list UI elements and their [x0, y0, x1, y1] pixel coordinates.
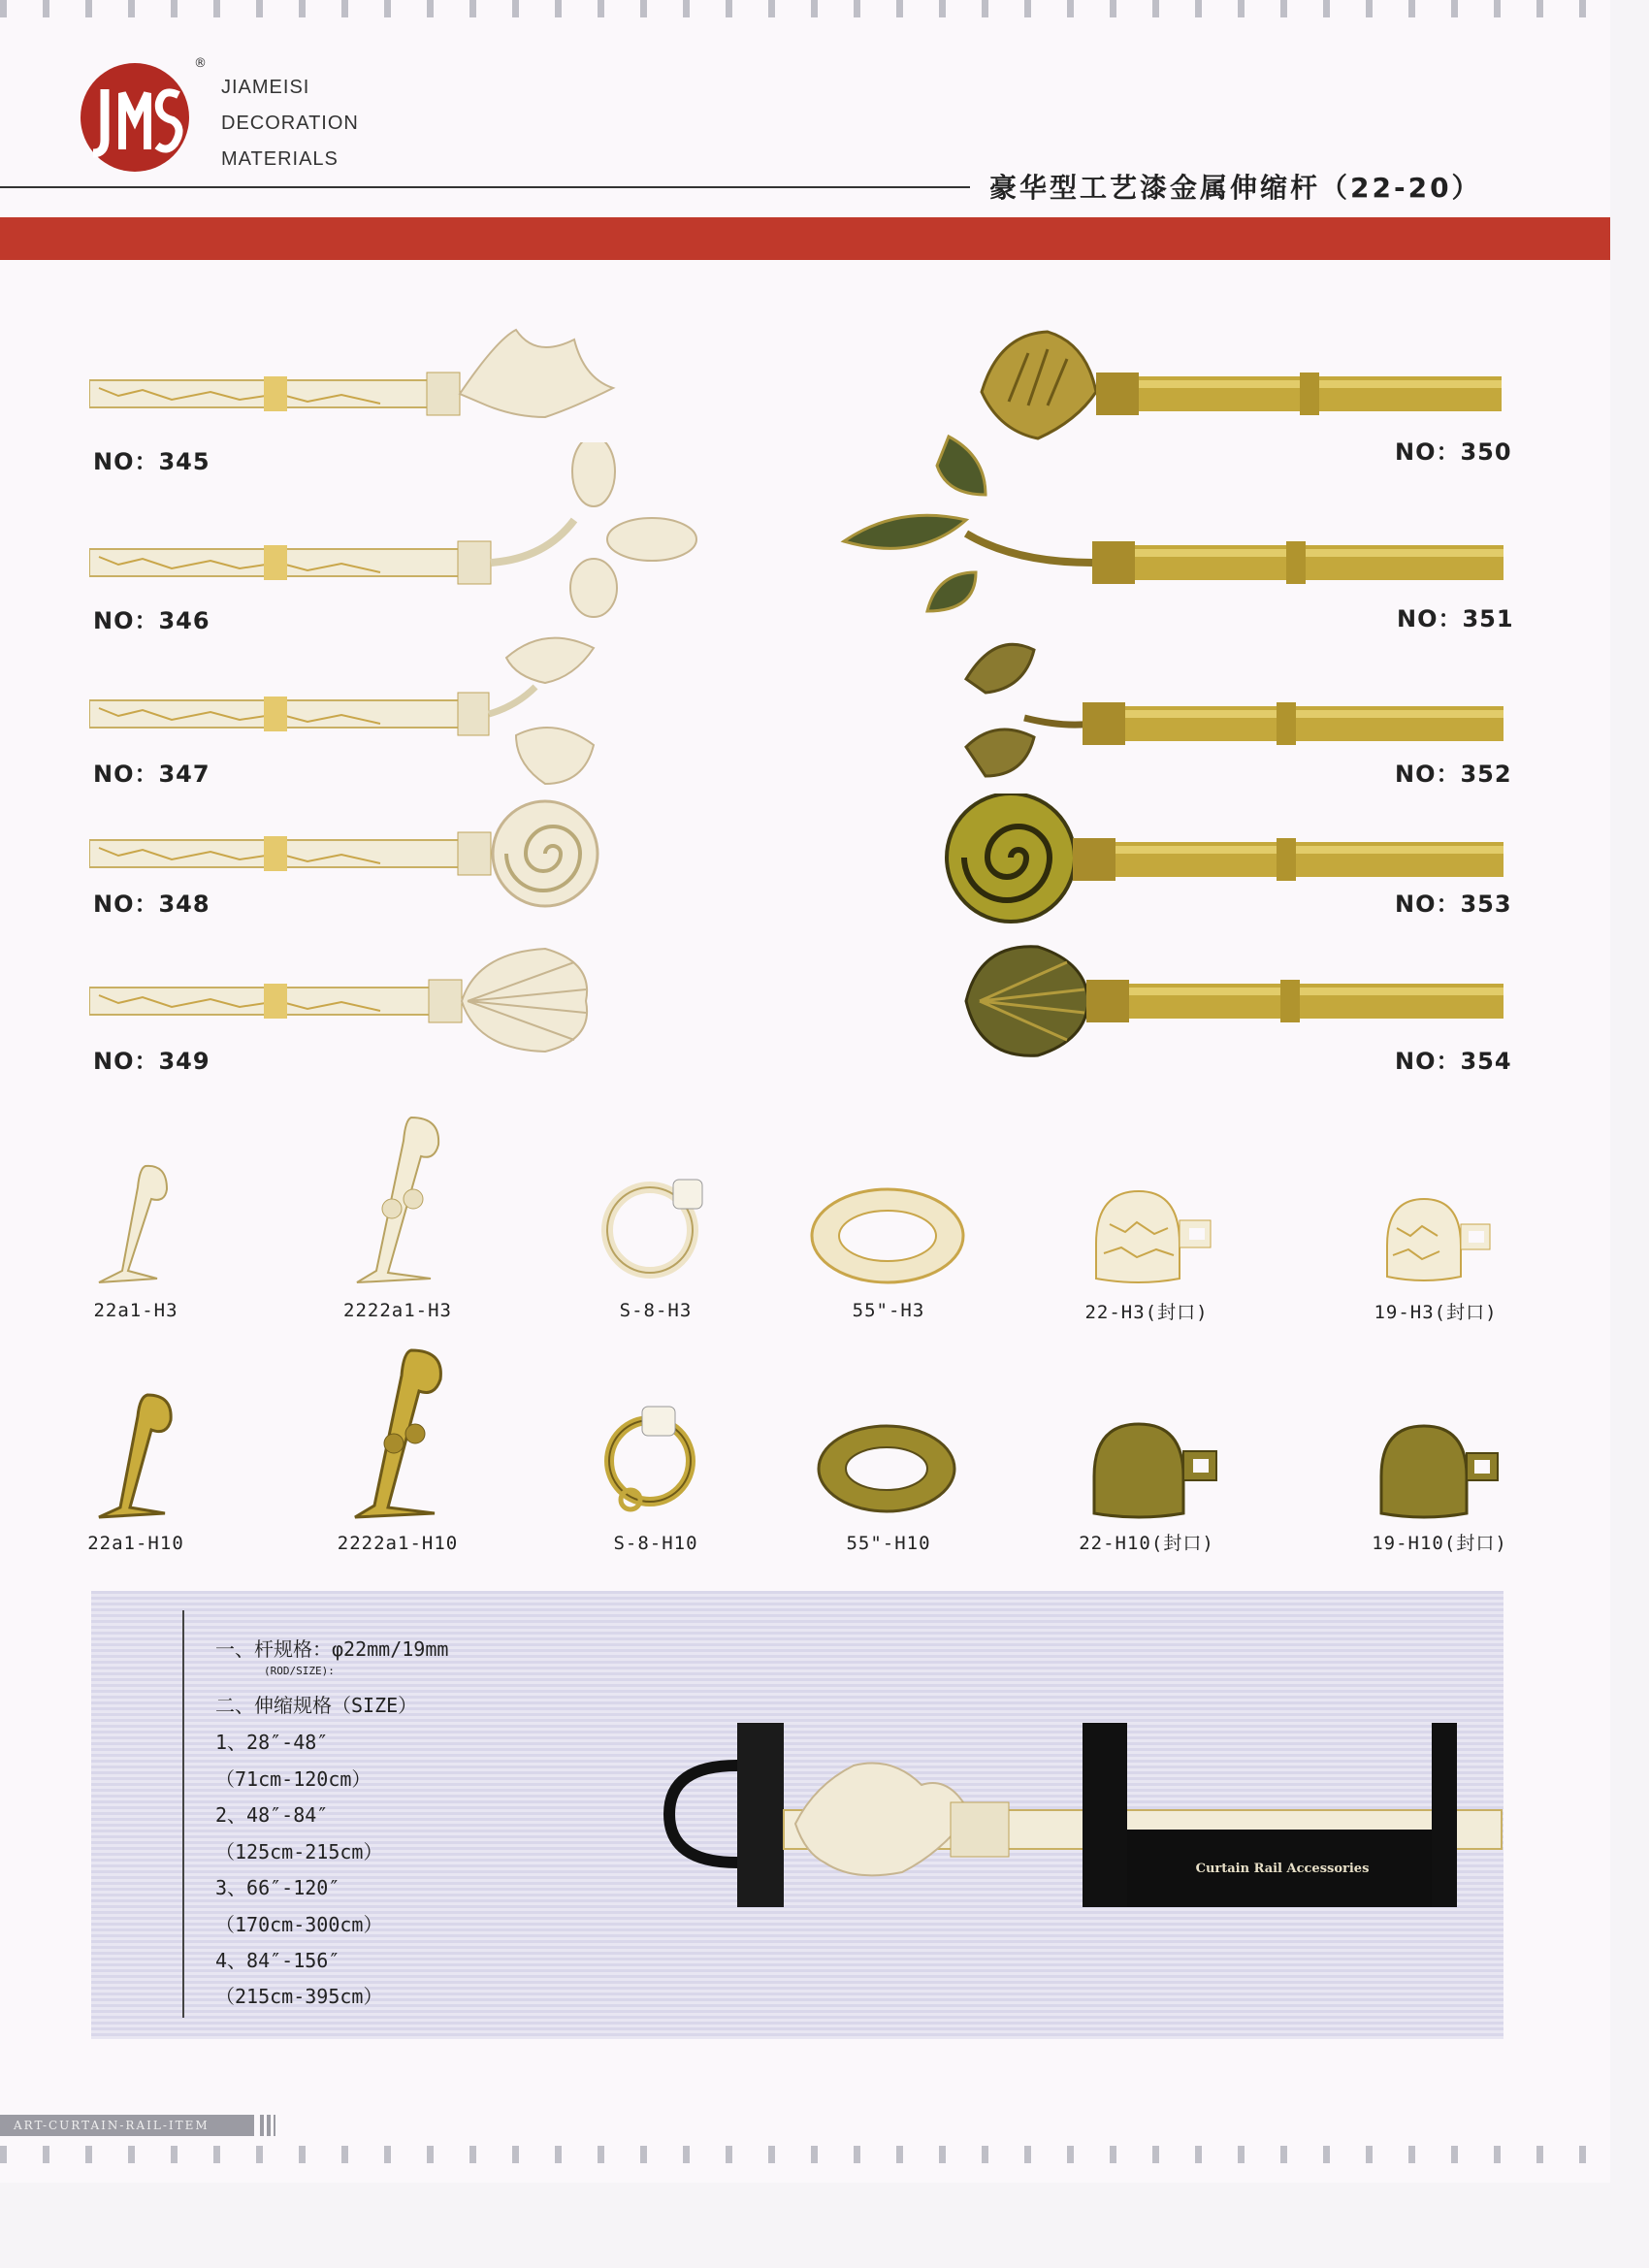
rod-image-346: [89, 442, 710, 627]
bracket-double-cream-image: [343, 1112, 450, 1286]
accessory-label: 55"-H3: [852, 1300, 925, 1321]
brand-line: MATERIALS: [221, 148, 339, 170]
rod-label-353: NO：353: [1395, 891, 1512, 918]
size-inches: 4、84″-156″: [215, 1949, 340, 1972]
package-label: Curtain Rail Accessories: [1195, 1862, 1370, 1876]
accessory-label: 22a1-H3: [93, 1300, 178, 1321]
accessory-label: 22-H10(封口): [1079, 1533, 1214, 1554]
rod-label-349: NO：349: [93, 1048, 210, 1075]
end-cap-cream-22-image: [1090, 1185, 1216, 1292]
jms-logo-icon: [78, 60, 192, 175]
red-band: [0, 217, 1610, 260]
rod-label-348: NO：348: [93, 891, 210, 918]
end-cap-gold-22-image: [1090, 1418, 1226, 1525]
accessory-label: 2222a1-H3: [343, 1300, 452, 1321]
rod-spec: 一、杆规格：φ22mm/19mm: [215, 1637, 449, 1661]
accessory-label: 19-H3(封口): [1374, 1302, 1498, 1323]
registered-mark: ®: [194, 56, 207, 71]
rod-label-350: NO：350: [1395, 438, 1512, 466]
rod-label-351: NO：351: [1397, 605, 1514, 632]
footer-strip: ART-CURTAIN-RAIL-ITEM: [0, 2115, 254, 2136]
header-rule: [0, 186, 970, 188]
ring-cream-image: [805, 1182, 970, 1288]
size-cm: （170cm-300cm）: [215, 1913, 383, 1936]
rod-label-354: NO：354: [1395, 1048, 1512, 1075]
bracket-double-gold-image: [343, 1346, 450, 1521]
rod-label-347: NO：347: [93, 761, 210, 788]
brand-line: JIAMEISI: [221, 77, 310, 98]
clip-ring-cream-image: [594, 1162, 720, 1288]
brand-name: [221, 70, 359, 178]
page-title: 豪华型工艺漆金属伸缩杆（22-20）: [989, 172, 1482, 204]
bottom-registration-marks: [0, 2146, 1610, 2163]
brand-line: DECORATION: [221, 113, 359, 134]
ring-gold-image: [815, 1418, 960, 1525]
rod-image-345: [89, 320, 632, 427]
rod-label-352: NO：352: [1395, 761, 1512, 788]
bracket-small-cream-image: [89, 1154, 177, 1290]
footer-bars: [260, 2115, 275, 2136]
accessory-label: 55"-H10: [846, 1533, 931, 1554]
size-cm: （125cm-215cm）: [215, 1840, 383, 1863]
rod-label-346: NO：346: [93, 607, 210, 634]
accessory-label: 22-H3(封口): [1084, 1302, 1209, 1323]
size-inches: 3、66″-120″: [215, 1876, 340, 1899]
size-cm: （215cm-395cm）: [215, 1985, 383, 2008]
accessory-label: 2222a1-H10: [337, 1533, 459, 1554]
bracket-small-gold-image: [91, 1387, 178, 1523]
packaged-rod-image: [660, 1717, 1504, 1911]
accessory-label: 19-H10(封口): [1372, 1533, 1507, 1554]
end-cap-gold-19-image: [1377, 1420, 1513, 1527]
accessory-label: S-8-H10: [613, 1533, 698, 1554]
rod-label-345: NO：345: [93, 448, 210, 475]
size-inches: 1、28″-48″: [215, 1731, 329, 1754]
size-inches: 2、48″-84″: [215, 1803, 329, 1827]
size-heading: 二、伸缩规格（SIZE）: [215, 1694, 418, 1717]
end-cap-cream-19-image: [1381, 1193, 1507, 1290]
top-registration-marks: [0, 0, 1610, 17]
accessory-label: S-8-H3: [619, 1300, 693, 1321]
accessory-label: 22a1-H10: [87, 1533, 184, 1554]
size-cm: （71cm-120cm）: [215, 1767, 372, 1791]
rod-spec-en: (ROD/SIZE):: [264, 1665, 335, 1677]
clip-ring-gold-image: [596, 1393, 722, 1519]
spec-divider: [182, 1610, 184, 2018]
